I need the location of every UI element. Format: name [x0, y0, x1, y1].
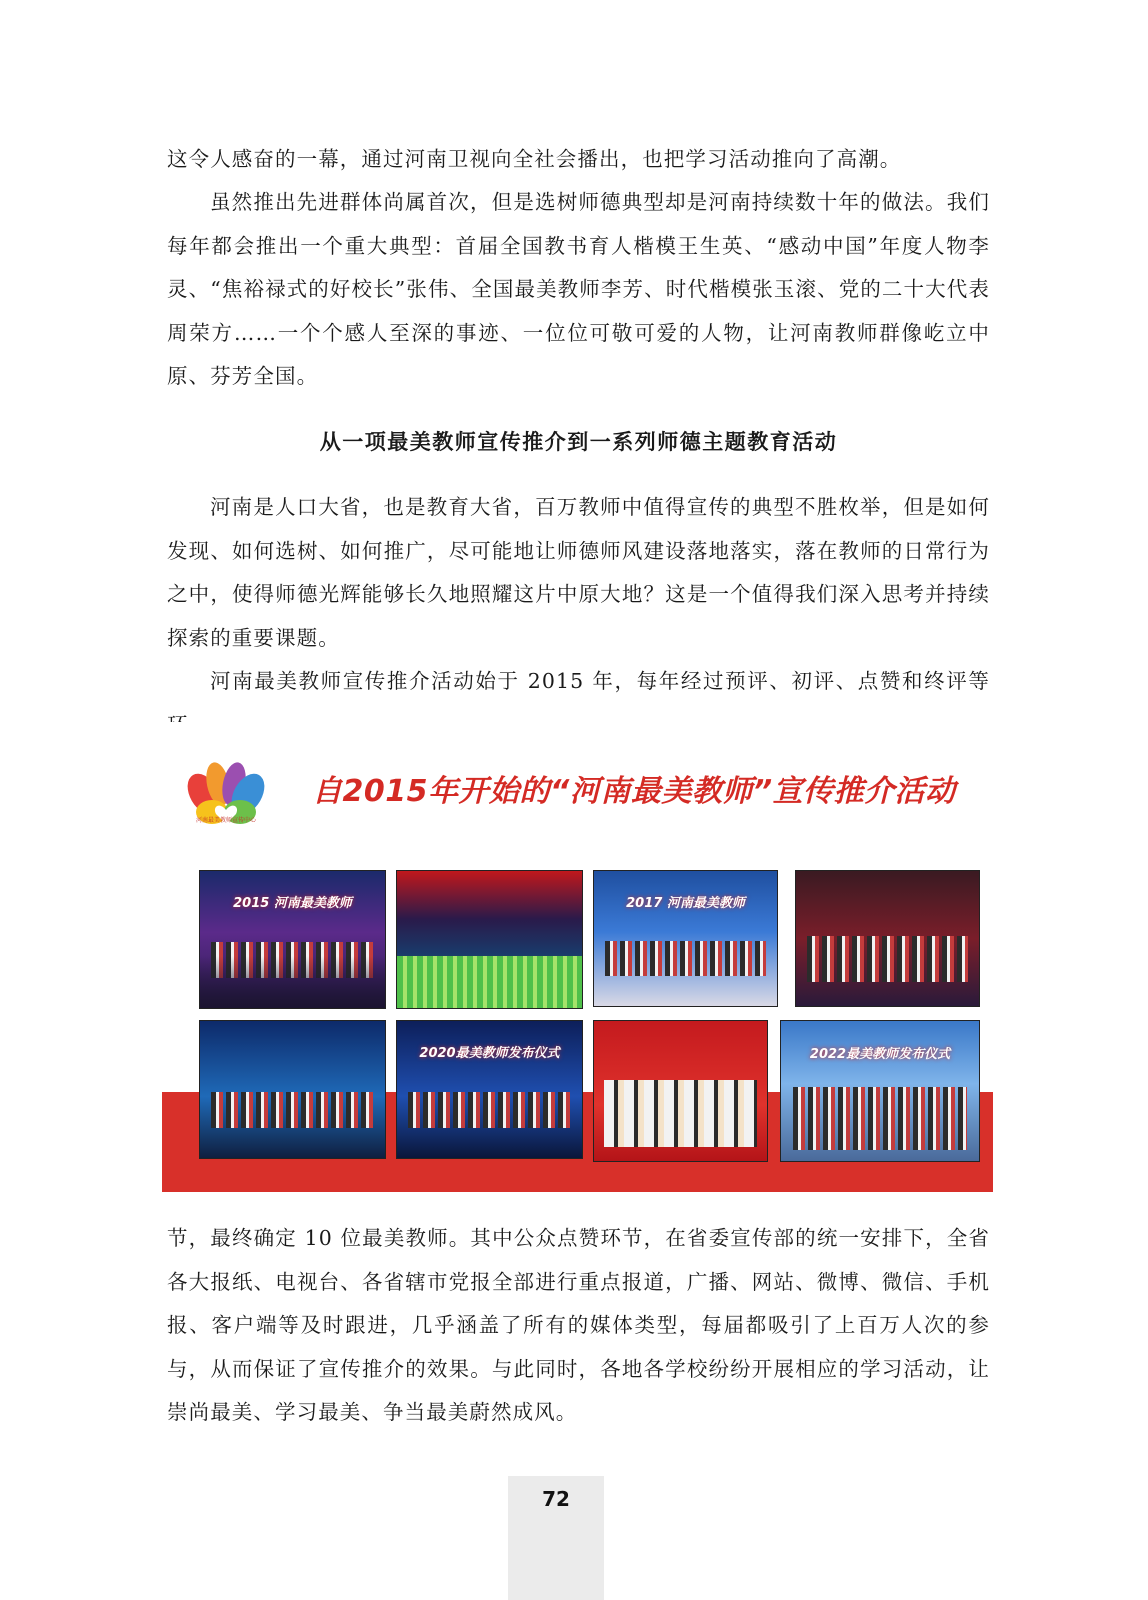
paragraph-1: 这令人感奋的一幕，通过河南卫视向全社会播出，也把学习活动推向了高潮。 — [167, 147, 902, 171]
figure-title: 自2015年开始的“河南最美教师”宣传推介活动 — [312, 774, 956, 809]
ceremony-photo — [795, 870, 980, 1007]
ceremony-photo — [593, 870, 778, 1007]
ceremony-photo — [780, 1020, 980, 1162]
logo-caption: 河南最美教师宣传中心 — [195, 817, 256, 824]
ceremony-photo — [396, 870, 583, 1009]
photo-banner: 2020最美教师发布仪式 — [419, 1046, 560, 1062]
photo-banner: 2017 河南最美教师 — [626, 895, 745, 911]
ceremony-photo — [593, 1020, 768, 1162]
section-heading: 从一项最美教师宣传推介到一系列师德主题教育活动 — [319, 430, 838, 454]
paragraph-2: 虽然推出先进群体尚属首次，但是选树师德典型却是河南持续数十年的做法。我们每年都会推出一个重大典型：首届全国教书育人楷模王生英、“感动中国”年度人物李灵、“焦裕禄式的好校长”张伟、全国最美教师李芳、时代楷模张玉滚、党的二十大代表周荣方……一个个感人至深的事迹、一位位可敬可爱的人物，让河南教师群像屹立中原、芬芳全国。 — [167, 190, 990, 389]
page-number: 72 — [542, 1487, 570, 1511]
flower-logo-icon — [182, 754, 272, 854]
paragraph-5: 节，最终确定 10 位最美教师。其中公众点赞环节，在省委宣传部的统一安排下，全省各大报纸、电视台、各省辖市党报全部进行重点报道，广播、网站、微博、微信、手机报、客户端等及时跟进，几乎涵盖了所有的媒体类型，每届都吸引了上百万人次的参与，从而保证了宣传推介的效果。与此同时，各地各学校纷纷开展相应的学习活动，让崇尚最美、学习最美、争当最美蔚然成风。 — [167, 1226, 990, 1425]
ceremony-photo — [199, 870, 386, 1009]
photo-banner: 2015 河南最美教师 — [233, 896, 352, 912]
photo-banner: 2022最美教师发布仪式 — [809, 1046, 951, 1062]
ceremony-photo — [396, 1020, 583, 1159]
activity-figure — [162, 722, 993, 1192]
paragraph-4: 河南最美教师宣传推介活动始于 2015 年，每年经过预评、初评、点赞和终评等 — [210, 669, 990, 693]
paragraph-3: 河南是人口大省，也是教育大省，百万教师中值得宣传的典型不胜枚举，但是如何发现、如何选树、如何推广，尽可能地让师德师风建设落地落实，落在教师的日常行为之中，使得师德光辉能够长久地照耀这片中原大地？这是一个值得我们深入思考并持续探索的重要课题。 — [167, 495, 990, 650]
ceremony-photo — [199, 1020, 386, 1159]
